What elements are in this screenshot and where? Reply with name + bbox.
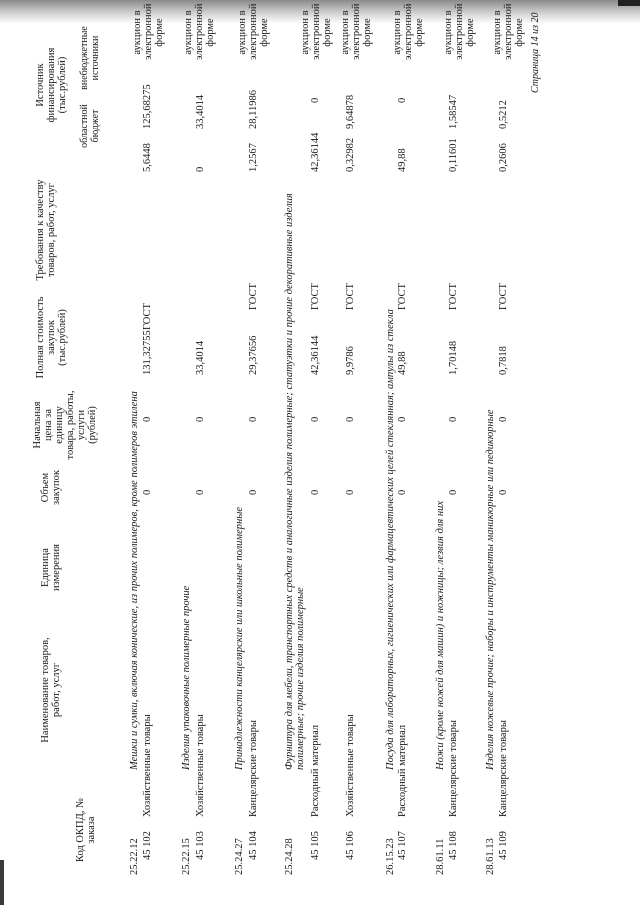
extra-value: 1,58547 xyxy=(448,94,459,129)
header-quality: Требования к качеству товаров, работ, услуг xyxy=(35,179,57,281)
volume-value: 0 xyxy=(498,489,509,495)
okpd-code: 25.24.28 xyxy=(284,838,295,875)
volume-value: 0 xyxy=(195,489,206,495)
price-value: 0 xyxy=(448,416,459,422)
price-value: 0 xyxy=(195,416,206,422)
price-value: 0 xyxy=(142,416,153,422)
header-price: Начальная цена за единицу товара, работы, услуги (рублей) xyxy=(32,390,98,460)
okpd-code: 25.22.15 xyxy=(181,838,192,875)
header-total: Полная стоимость закупок (тыс.рублей) xyxy=(35,296,68,379)
price-value: 0 xyxy=(397,416,408,422)
price-value: 0 xyxy=(310,416,321,422)
okpd-code: 25.22.12 xyxy=(129,838,140,875)
header-volume: Объем закупок xyxy=(40,470,62,505)
order-number: 45 107 xyxy=(397,831,408,860)
header-name: Наименование товаров, работ, услуг xyxy=(40,637,62,743)
total-value: 0,7818 xyxy=(498,346,509,375)
item-name: Хозяйственные товары xyxy=(345,714,356,817)
order-number: 45 104 xyxy=(248,831,259,860)
regional-value: 1,2567 xyxy=(248,143,259,172)
regional-value: 0,2606 xyxy=(498,143,509,172)
total-value: 42,36144 xyxy=(310,335,321,375)
group-title: Изделия ножевые прочие; наборы и инструменты маникюрные или педикюрные xyxy=(485,409,496,770)
method-value: аукцион в электронной форме xyxy=(183,3,216,60)
order-number: 45 108 xyxy=(448,831,459,860)
extra-value: 0 xyxy=(397,97,408,103)
method-value: аукцион в электронной форме xyxy=(392,3,425,60)
regional-value: 0,32982 xyxy=(345,137,356,172)
method-value: аукцион в электронной форме xyxy=(132,3,165,60)
method-value: аукцион в электронной форме xyxy=(300,3,333,60)
method-value: аукцион в электронной форме xyxy=(237,3,270,60)
header-extra: внебюджетные источники xyxy=(79,26,101,90)
item-name: Расходный материал xyxy=(310,724,321,817)
regional-value: 49,88 xyxy=(397,148,408,172)
order-number: 45 109 xyxy=(498,831,509,860)
item-name: Канцелярские товары xyxy=(248,720,259,817)
extra-value: 33,4014 xyxy=(195,94,206,129)
total-value: 1,70148 xyxy=(448,340,459,375)
extra-value: 28,11986 xyxy=(248,90,259,129)
total-value: 131,32755 xyxy=(142,330,153,375)
group-title: Мешки и сумки, включая конические, из прочих полимеров, кроме полимеров этилена xyxy=(129,391,140,770)
order-number: 45 102 xyxy=(142,831,153,860)
total-value: 29,37656 xyxy=(248,335,259,375)
regional-value: 0 xyxy=(195,166,206,172)
item-name: Расходный материал xyxy=(397,724,408,817)
item-name: Канцелярские товары xyxy=(498,720,509,817)
group-title: Фурнитура для мебели, транспортных средств и аналогичные изделия полимерные; статуэтки и прочие декоративные изделия полимерные; прочие изделия полимерные xyxy=(284,193,306,770)
extra-value: 0 xyxy=(310,97,321,103)
quality-value: ГОСТ xyxy=(248,283,259,310)
header-okpd: Код ОКПД, № заказа xyxy=(75,798,97,862)
volume-value: 0 xyxy=(248,489,259,495)
header-funding: Источник финансирования (тыс.рублей) xyxy=(35,47,68,123)
total-value: 49,88 xyxy=(397,351,408,375)
okpd-code: 28.61.13 xyxy=(485,838,496,875)
total-value: 9,9786 xyxy=(345,346,356,375)
quality-value: ГОСТ xyxy=(345,283,356,310)
method-value: аукцион в электронной форме xyxy=(340,3,373,60)
price-value: 0 xyxy=(248,416,259,422)
okpd-code: 26.15.23 xyxy=(385,838,396,875)
order-number: 45 106 xyxy=(345,831,356,860)
order-number: 45 105 xyxy=(310,831,321,860)
quality-value: ГОСТ xyxy=(448,283,459,310)
extra-value: 9,64878 xyxy=(345,94,356,129)
group-title: Изделия упаковочные полимерные прочие xyxy=(181,585,192,770)
regional-value: 5,6448 xyxy=(142,143,153,172)
price-value: 0 xyxy=(345,416,356,422)
okpd-code: 28.61.11 xyxy=(435,838,446,875)
quality-value: ГОСТ xyxy=(142,303,153,330)
extra-value: 125,68275 xyxy=(142,84,153,129)
header-unit: Единица измерения xyxy=(40,544,62,591)
order-number: 45 103 xyxy=(195,831,206,860)
volume-value: 0 xyxy=(345,489,356,495)
price-value: 0 xyxy=(498,416,509,422)
extra-value: 0,5212 xyxy=(498,100,509,129)
volume-value: 0 xyxy=(142,489,153,495)
volume-value: 0 xyxy=(397,489,408,495)
header-regional: областной бюджет xyxy=(79,104,101,148)
method-value: аукцион в электронной форме xyxy=(492,3,525,60)
group-title: Принадлежности канцелярские или школьные полимерные xyxy=(234,506,245,770)
method-value: аукцион в электронной форме xyxy=(443,3,476,60)
page-number: Страница 14 из 20 xyxy=(530,12,541,93)
volume-value: 0 xyxy=(448,489,459,495)
group-title: Посуда для лабораторных, гигиенических или фармацевтических целей стеклянная; ампулы из стекла xyxy=(385,309,396,770)
volume-value: 0 xyxy=(310,489,321,495)
regional-value: 42,36144 xyxy=(310,132,321,172)
quality-value: ГОСТ xyxy=(498,283,509,310)
regional-value: 0,11601 xyxy=(448,138,459,172)
item-name: Хозяйственные товары xyxy=(195,714,206,817)
item-name: Хозяйственные товары xyxy=(142,714,153,817)
total-value: 33,4014 xyxy=(195,340,206,375)
okpd-code: 25.24.27 xyxy=(234,838,245,875)
group-title: Ножи (кроме ножей для машин) и ножницы; лезвия для них xyxy=(435,501,446,770)
quality-value: ГОСТ xyxy=(397,283,408,310)
item-name: Канцелярские товары xyxy=(448,720,459,817)
quality-value: ГОСТ xyxy=(310,283,321,310)
